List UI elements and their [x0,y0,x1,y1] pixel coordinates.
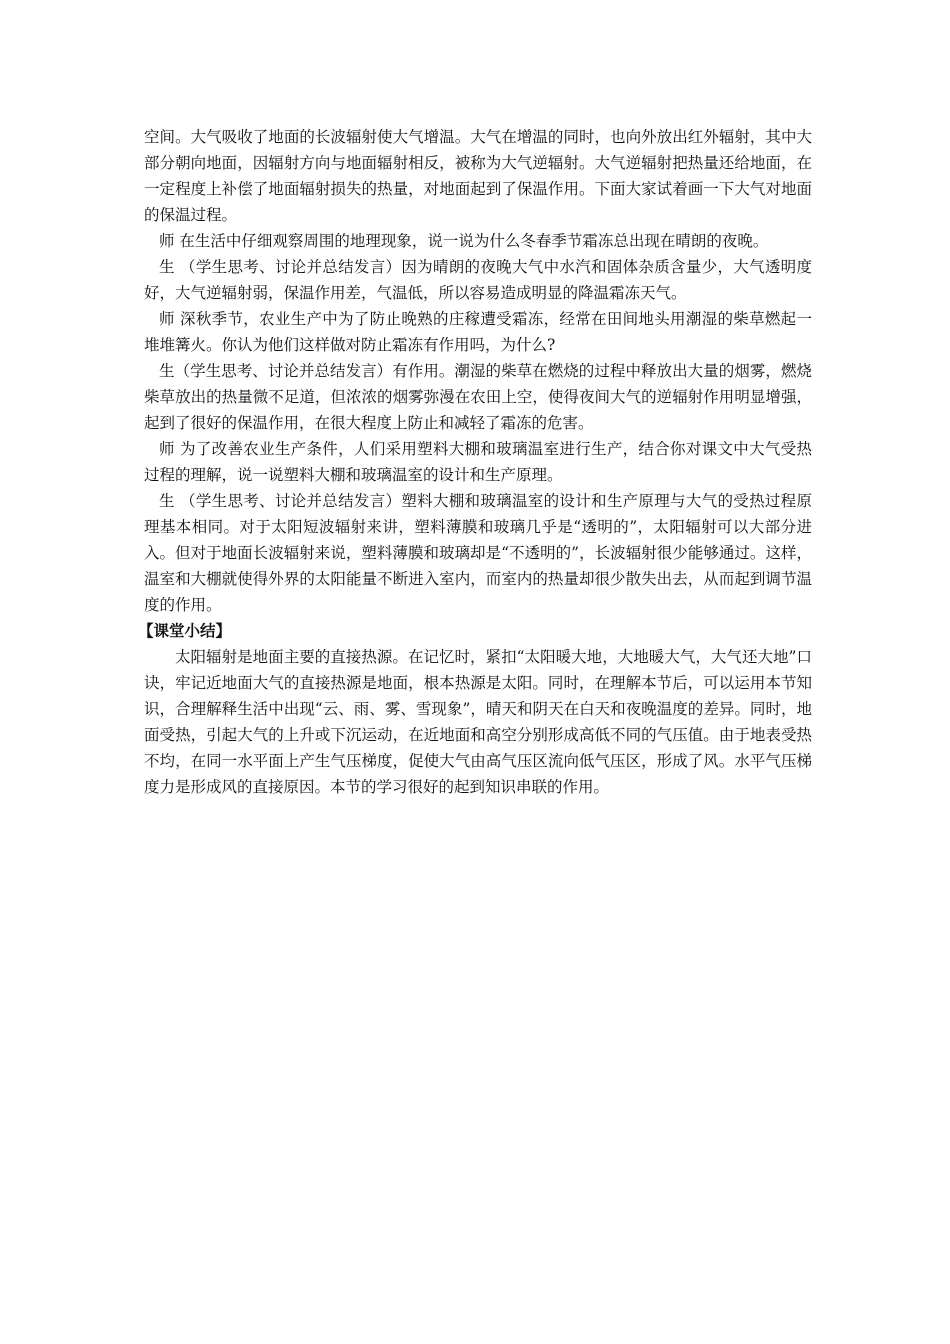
paragraph-teacher-question-frost: 师 在生活中仔细观察周围的地理现象，说一说为什么冬春季节霜冻总出现在晴朗的夜晚。 [159,232,769,250]
paragraph-student-answer-bonfire: 生（学生思考、讨论并总结发言）有作用。潮湿的柴草在燃烧的过程中释放出大量的烟雾，燃烧柴草放出的热量微不足道，但浓浓的烟雾弥漫在农田上空，使得夜间大气的逆辐射作用明显增强，起到了很好的保温作用，在很大程度上防止和减轻了霜冻的危害。 [144,362,812,432]
paragraph-student-answer-greenhouse: 生 （学生思考、讨论并总结发言）塑料大棚和玻璃温室的设计和生产原理与大气的受热过程原理基本相同。对于太阳短波辐射来讲，塑料薄膜和玻璃几乎是“透明的”，太阳辐射可以大部分进入。但对于地面长波辐射来说，塑料薄膜和玻璃却是“不透明的”，长波辐射很少能够通过。这样，温室和大棚就使得外界的太阳能量不断进入室内，而室内的热量却很少散失出去，从而起到调节温度的作用。 [144,492,812,614]
summary-body: 太阳辐射是地面主要的直接热源。在记忆时，紧扣“太阳暖大地，大地暖大气，大气还大地”口诀，牢记近地面大气的直接热源是地面，根本热源是太阳。同时，在理解本节后，可以运用本节知识，合理解释生活中出现“云、雨、雾、雪现象”，晴天和阴天在白天和夜晚温度的差异。同时，地面受热，引起大气的上升或下沉运动，在近地面和高空分别形成高低不同的气压值。由于地表受热不均，在同一水平面上产生气压梯度，促使大气由高气压区流向低气压区，形成了风。水平气压梯度力是形成风的直接原因。本节的学习很好的起到知识串联的作用。 [144,648,812,796]
paragraph-teacher-question-bonfire: 师 深秋季节，农业生产中为了防止晚熟的庄稼遭受霜冻，经常在田间地头用潮湿的柴草燃起一堆堆篝火。你认为他们这样做对防止霜冻有作用吗，为什么? [144,310,812,354]
paragraph-teacher-question-greenhouse: 师 为了改善农业生产条件，人们采用塑料大棚和玻璃温室进行生产，结合你对课文中大气受热过程的理解，说一说塑料大棚和玻璃温室的设计和生产原理。 [144,440,812,484]
paragraph-greenhouse-effect: 空间。大气吸收了地面的长波辐射使大气增温。大气在增温的同时，也向外放出红外辐射，其中大部分朝向地面，因辐射方向与地面辐射相反，被称为大气逆辐射。大气逆辐射把热量还给地面，在一定程度上补偿了地面辐射损失的热量，对地面起到了保温作用。下面大家试着画一下大气对地面的保温过程。 [144,128,812,224]
paragraph-student-answer-frost: 生 （学生思考、讨论并总结发言）因为晴朗的夜晚大气中水汽和固体杂质含量少，大气透明度好，大气逆辐射弱，保温作用差，气温低，所以容易造成明显的降温霜冻天气。 [144,258,812,302]
document-page [138,124,812,800]
summary-heading: 【课堂小结】 [138,621,232,640]
